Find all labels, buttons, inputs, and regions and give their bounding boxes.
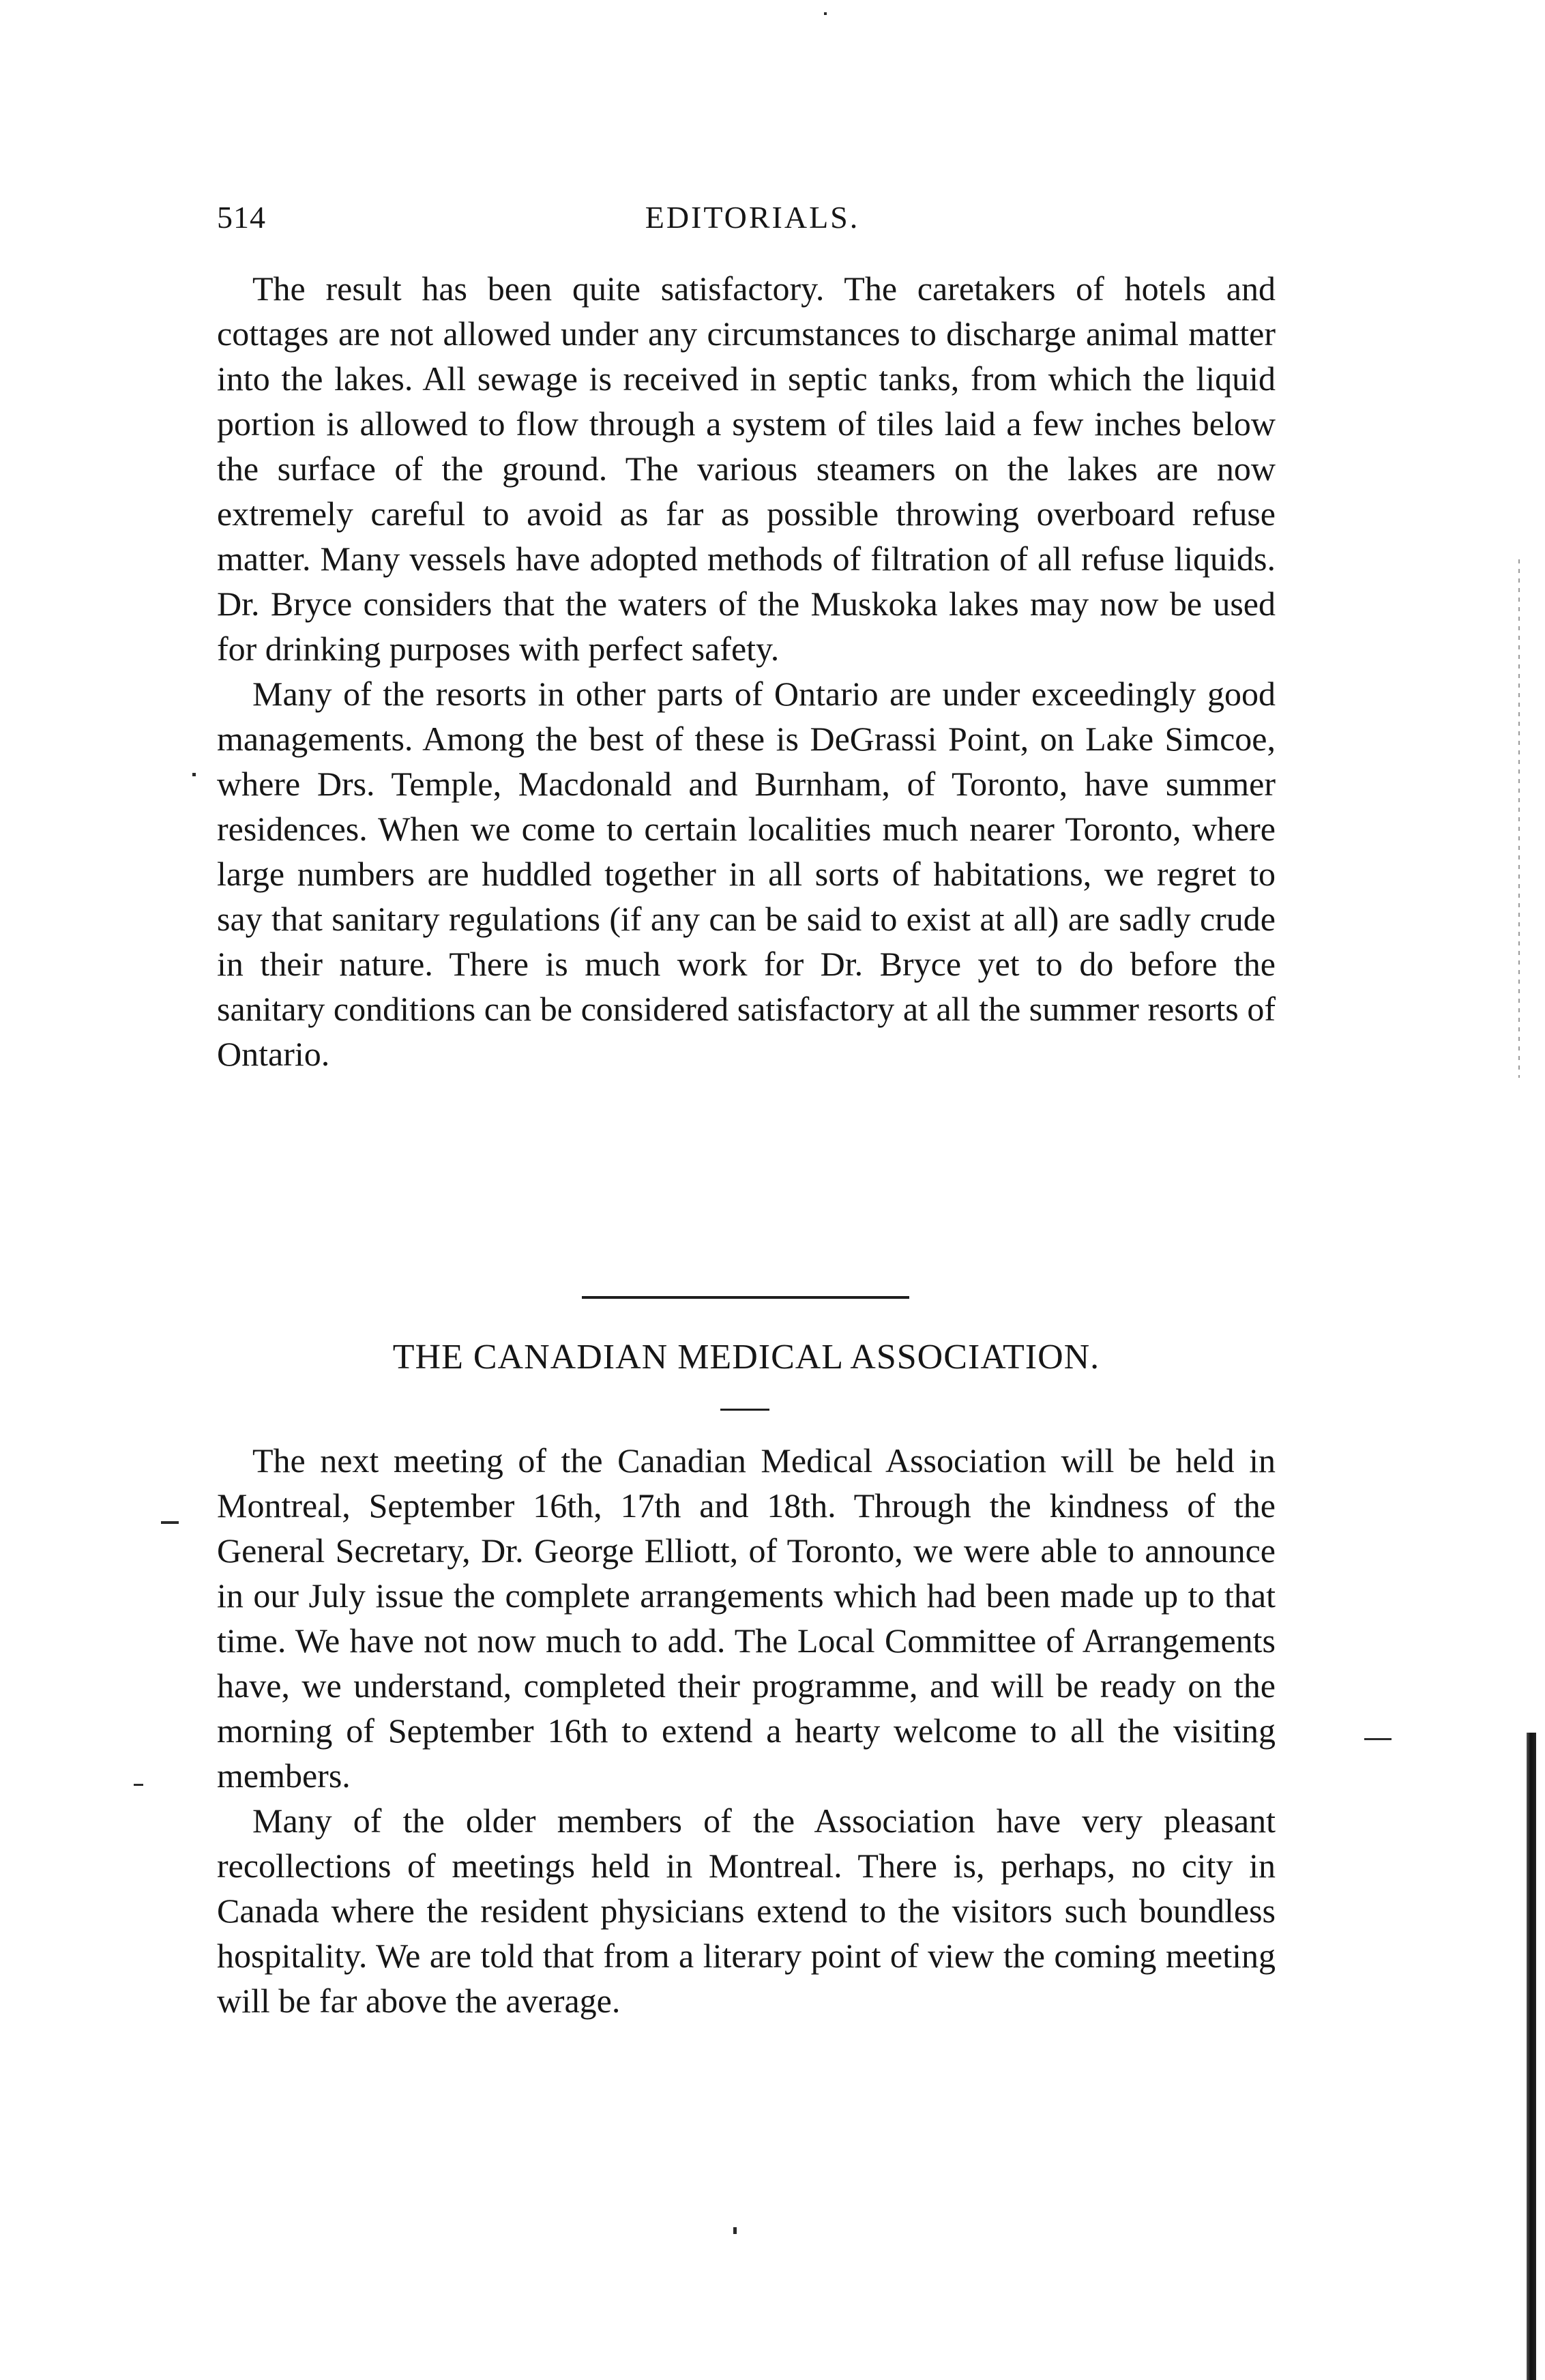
page-edge-bar [1527,1733,1536,2380]
running-title: EDITORIALS. [645,200,860,235]
paragraph-sewage: The result has been quite satisfactory. The caretakers of hotels and cottages are not allowed under any circumstances to discharge animal matter into the lakes. All sewage is received in septic tanks, from which the liquid portion is allowed to flow through a system of tiles laid a few inches below the surface of the ground. The various steamers on the lakes are now extremely careful to avoid as far as possible throwing overboard refuse matter. Many vessels have adopted methods of filtration of all refuse liquids. Dr. Bryce considers that the waters of the Muskoka lakes may now be used for drinking purposes with perfect safety. [217,269,1276,668]
margin-dash-mark [134,1784,143,1786]
editorial-association [217,1438,1276,2023]
section-divider-rule [582,1296,909,1299]
section-heading: THE CANADIAN MEDICAL ASSOCIATION. [392,1338,1100,1377]
margin-dash-mark [1364,1738,1392,1740]
paragraph-recollections: Many of the older members of the Association have very pleasant recollections of meetings held in Montreal. There is, perhaps, no city in Canada where the resident physicians extend to the visitors such boundless hospitality. We are told that from a literary point of view the coming meeting will be far above the average. [217,1802,1276,2020]
heading-underline-rule [720,1409,769,1411]
margin-dot-mark [824,12,827,15]
paragraph-resorts: Many of the resorts in other parts of Ontario are under exceedingly good managements. Among the best of these is DeGrassi Point, on Lake Simcoe, where Drs. Temple, Macdonald and Burnham, of Toronto, have summer residences. When we come to certain localities much nearer Toronto, where large numbers are huddled together in all sorts of habitations, we regret to say that sanitary regulations (if any can be said to exist at all) are sadly crude in their nature. There is much work for Dr. Bryce yet to do before the sanitary conditions can be considered satisfactory at all the summer resorts of Ontario. [217,675,1276,1073]
paragraph-meeting: The next meeting of the Canadian Medical Association will be held in Montreal, September 16th, 17th and 18th. Through the kindness of the General Secretary, Dr. George Elliott, of Toronto, we were able to announce in our July issue the complete arrangements which had been made up to that time. We have not now much to add. The Local Committee of Arrangements have, we understand, completed their programme, and will be ready on the morning of September 16th to extend a hearty welcome to all the visiting members. [217,1441,1276,1795]
margin-dash-mark [161,1521,179,1524]
editorial-continuation [217,266,1276,1076]
margin-dot-mark [192,773,196,776]
margin-dot-mark [733,2227,737,2234]
running-head [217,199,1288,240]
page-number: 514 [217,200,266,235]
page-edge-shadow [1518,559,1520,1078]
